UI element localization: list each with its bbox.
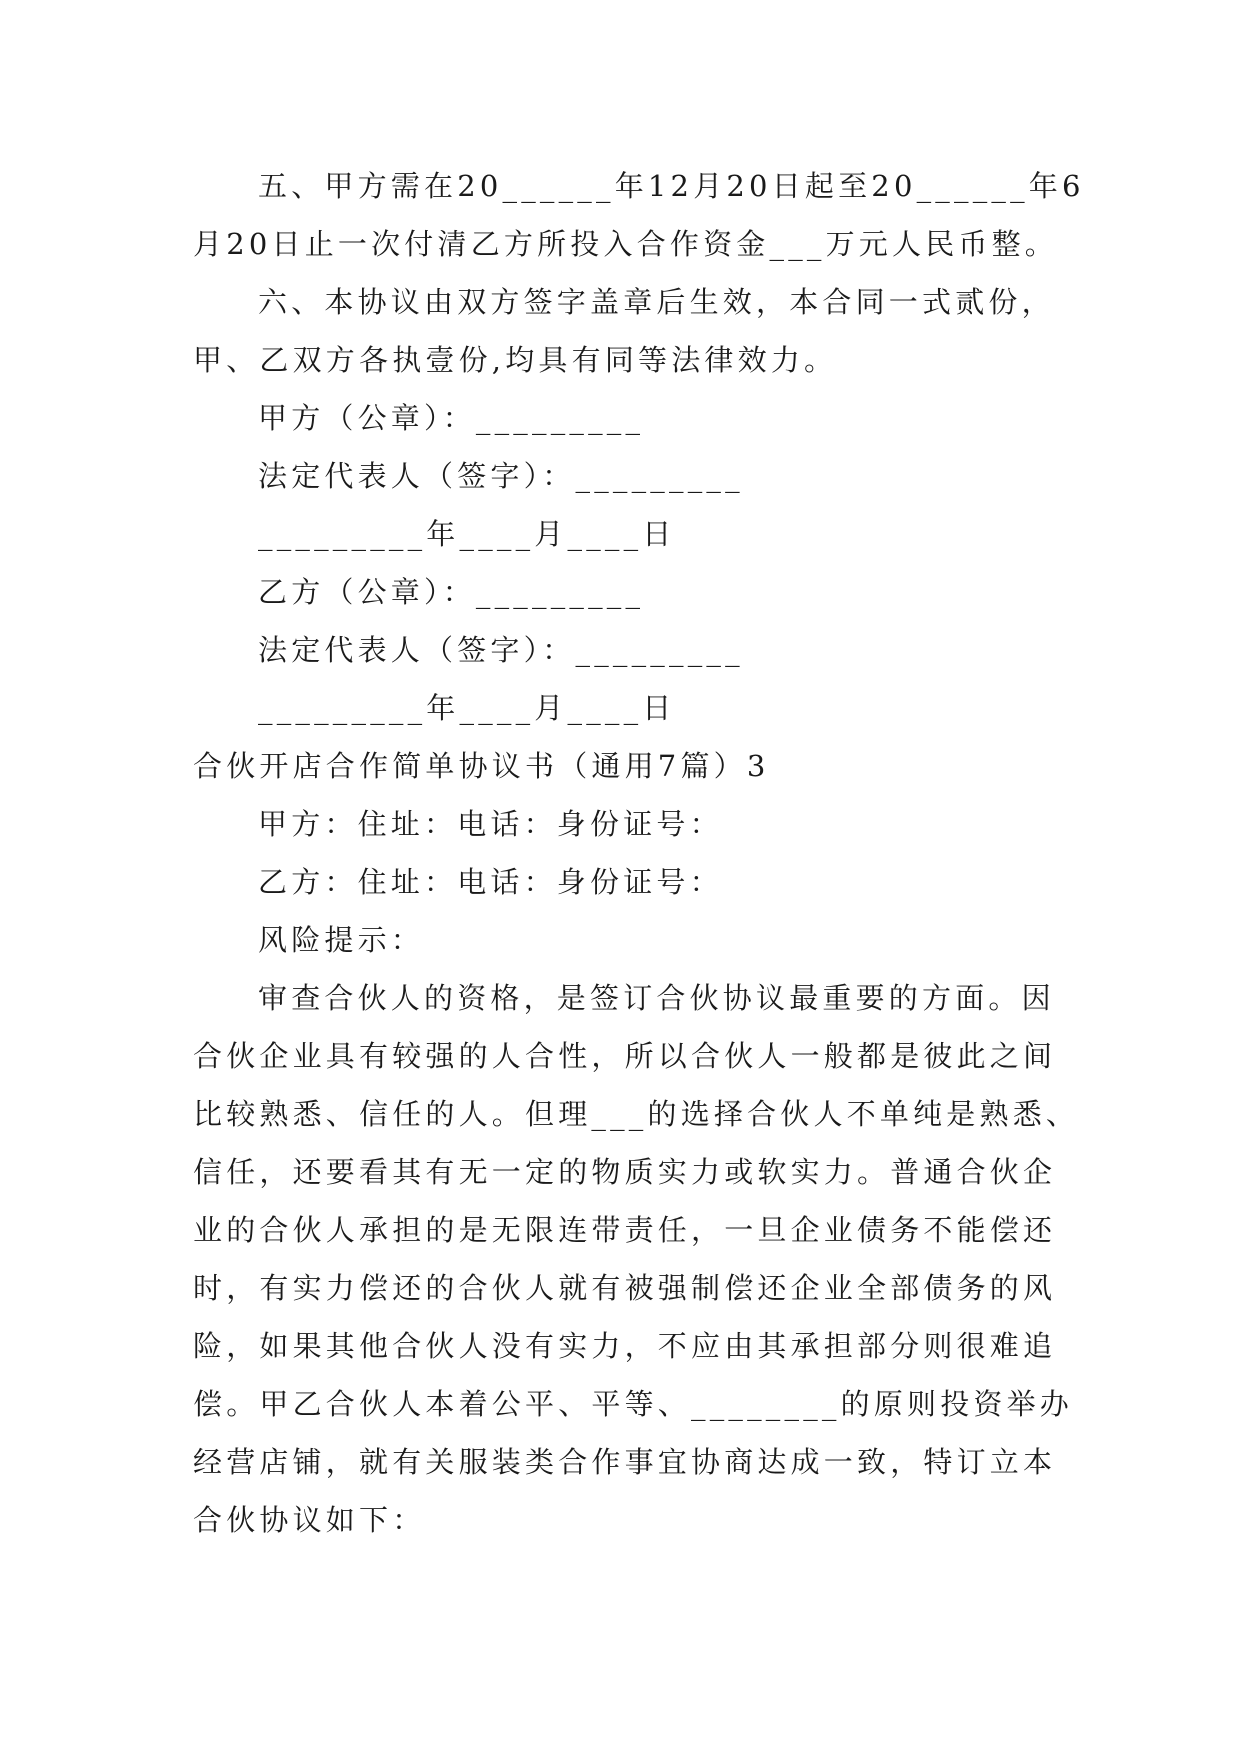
party-b-representative-line: 法定代表人（签字）：_________ [258,633,744,667]
section-title: 合伙开店合作简单协议书（通用7篇）3 [193,749,770,783]
clause-six-line-1: 六、本协议由双方签字盖章后生效，本合同一式贰份， [258,285,1055,319]
body-paragraph-line-3: 比较熟悉、信任的人。但理___的选择合伙人不单纯是熟悉、 [193,1097,1080,1131]
clause-five-line-2: 月20日止一次付清乙方所投入合作资金___万元人民币整。 [193,227,1059,261]
party-b-date-line: _________年____月____日 [258,691,676,725]
body-paragraph-line-9: 经营店铺，就有关服装类合作事宜协商达成一致，特订立本 [193,1445,1057,1479]
body-paragraph-line-6: 时，有实力偿还的合伙人就有被强制偿还企业全部债务的风 [193,1271,1057,1305]
risk-notice-heading: 风险提示： [258,923,425,957]
party-a-representative-line: 法定代表人（签字）：_________ [258,459,744,493]
body-paragraph-line-10: 合伙协议如下： [193,1503,426,1537]
party-a-seal-line: 甲方（公章）：_________ [258,401,645,435]
party-a-date-line: _________年____月____日 [258,517,676,551]
body-paragraph-line-5: 业的合伙人承担的是无限连带责任，一旦企业债务不能偿还 [193,1213,1057,1247]
body-paragraph-line-7: 险，如果其他合伙人没有实力，不应由其承担部分则很难追 [193,1329,1057,1363]
body-paragraph-line-4: 信任，还要看其有无一定的物质实力或软实力。普通合伙企 [193,1155,1057,1189]
body-paragraph-line-8: 偿。甲乙合伙人本着公平、平等、________的原则投资举办 [193,1387,1074,1421]
clause-five-line-1: 五、甲方需在20______年12月20日起至20______年6 [258,169,1085,203]
clause-six-line-2: 甲、乙双方各执壹份,均具有同等法律效力。 [193,343,838,377]
party-a-info-line: 甲方：住址：电话：身份证号： [258,807,723,841]
body-paragraph-line-1: 审查合伙人的资格，是签订合伙协议最重要的方面。因 [258,981,1055,1015]
body-paragraph-line-2: 合伙企业具有较强的人合性，所以合伙人一般都是彼此之间 [193,1039,1057,1073]
party-b-seal-line: 乙方（公章）：_________ [258,575,645,609]
party-b-info-line: 乙方：住址：电话：身份证号： [258,865,723,899]
